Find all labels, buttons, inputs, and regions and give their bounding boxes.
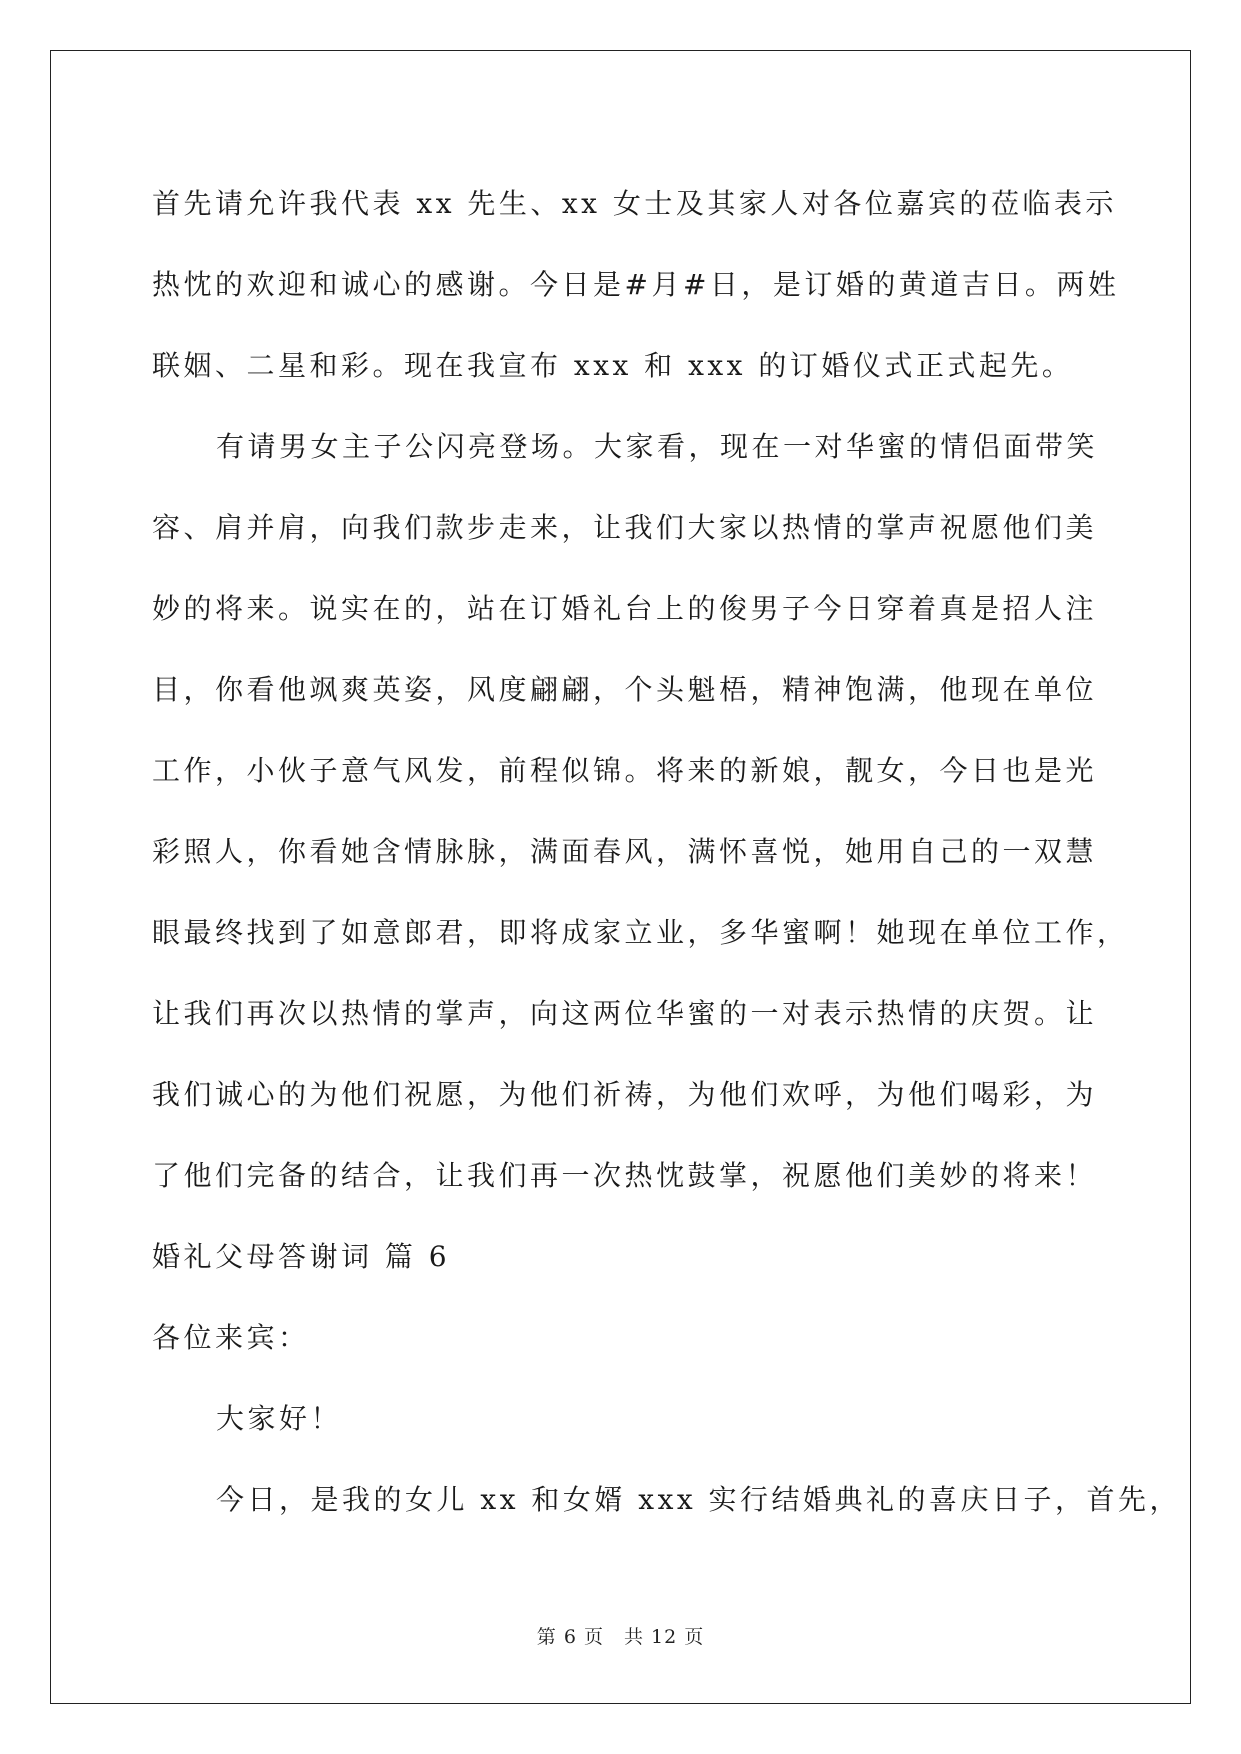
text-line: 联姻、二星和彩。现在我宣布 xxx 和 xxx 的订婚仪式正式起先。: [152, 349, 1074, 382]
text-line: 首先请允许我代表 xx 先生、xx 女士及其家人对各位嘉宾的莅临表示: [152, 187, 1117, 220]
text-line: 我们诚心的为他们祝愿，为他们祈祷，为他们欢呼，为他们喝彩，为: [152, 1078, 1098, 1111]
text-line: 容、肩并肩，向我们款步走来，让我们大家以热情的掌声祝愿他们美: [152, 511, 1098, 544]
text-line: 妙的将来。说实在的，站在订婚礼台上的俊男子今日穿着真是招人注: [152, 592, 1098, 625]
text-line: 工作，小伙子意气风发，前程似锦。将来的新娘，靓女，今日也是光: [152, 754, 1098, 787]
text-line: 彩照人，你看她含情脉脉，满面春风，满怀喜悦，她用自己的一双慧: [152, 835, 1098, 868]
text-line: 了他们完备的结合，让我们再一次热忱鼓掌，祝愿他们美妙的将来！: [152, 1159, 1098, 1192]
text-line: 目，你看他飒爽英姿，风度翩翩，个头魁梧，精神饱满，他现在单位: [152, 673, 1098, 706]
text-line: 热忱的欢迎和诚心的感谢。今日是#月#日，是订婚的黄道吉日。两姓: [152, 268, 1120, 301]
greeting: 大家好！: [216, 1402, 343, 1435]
page-number: 第 6 页 共 12 页: [536, 1626, 705, 1648]
section-heading: 婚礼父母答谢词 篇 6: [152, 1240, 451, 1273]
text-line: 有请男女主子公闪亮登场。大家看，现在一对华蜜的情侣面带笑: [216, 430, 1099, 463]
text-line: 眼最终找到了如意郎君，即将成家立业，多华蜜啊！她现在单位工作，: [152, 916, 1129, 949]
text-line: 今日，是我的女儿 xx 和女婿 xxx 实行结婚典礼的喜庆日子，首先，: [216, 1483, 1182, 1516]
text-line: 让我们再次以热情的掌声，向这两位华蜜的一对表示热情的庆贺。让: [152, 997, 1098, 1030]
salutation: 各位来宾：: [152, 1321, 310, 1354]
document-body: [152, 163, 1182, 1540]
